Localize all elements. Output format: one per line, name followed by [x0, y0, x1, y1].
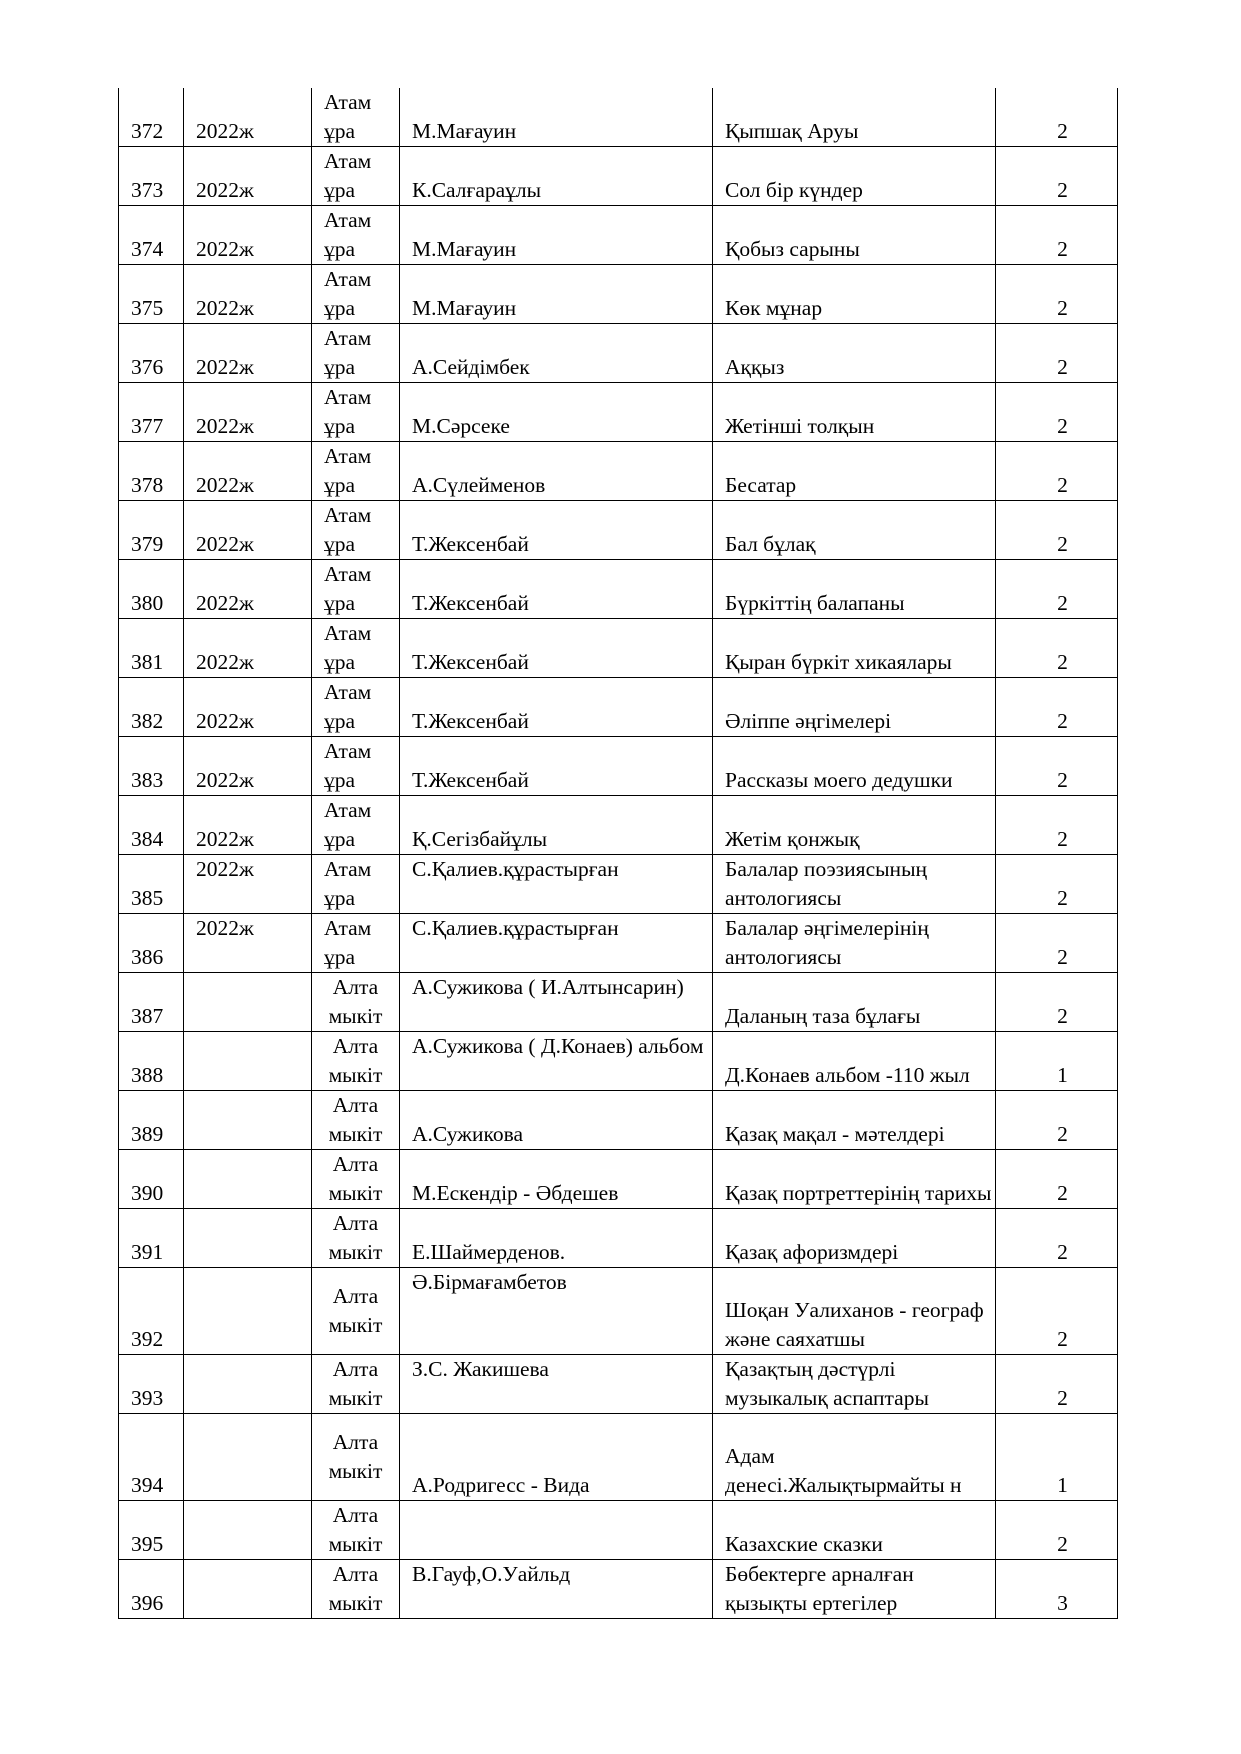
- book-inventory-table: [118, 88, 1118, 1619]
- author-cell: Қ.Сегізбайұлы: [400, 796, 713, 855]
- table-row: [119, 619, 1118, 678]
- table-row: [119, 855, 1118, 914]
- year-cell: 2022ж: [184, 560, 312, 619]
- publisher-cell: Атам ұра: [312, 619, 400, 678]
- year-cell: 2022ж: [184, 678, 312, 737]
- publisher-cell: Атам ұра: [312, 383, 400, 442]
- author-cell: К.Салғараұлы: [400, 147, 713, 206]
- quantity-cell: 2: [996, 1268, 1118, 1355]
- year-cell: 2022ж: [184, 501, 312, 560]
- title-cell: Сол бір күндер: [713, 147, 996, 206]
- table-row: [119, 324, 1118, 383]
- title-cell: Адам денесі.Жалықтырмайты н: [713, 1414, 996, 1501]
- row-number: 374: [119, 206, 184, 265]
- year-cell: 2022ж: [184, 88, 312, 147]
- table-row: [119, 1091, 1118, 1150]
- author-cell: А.Сужикова ( Д.Конаев) альбом: [400, 1032, 713, 1091]
- title-cell: Д.Конаев альбом -110 жыл: [713, 1032, 996, 1091]
- quantity-cell: 2: [996, 383, 1118, 442]
- author-cell: Ә.Бірмағамбетов: [400, 1268, 713, 1355]
- quantity-cell: 2: [996, 678, 1118, 737]
- row-number: 385: [119, 855, 184, 914]
- title-cell: Аққыз: [713, 324, 996, 383]
- row-number: 384: [119, 796, 184, 855]
- title-cell: Бесатар: [713, 442, 996, 501]
- year-cell: 2022ж: [184, 914, 312, 973]
- table-row: [119, 383, 1118, 442]
- publisher-cell: Алта мыкіт: [312, 973, 400, 1032]
- title-cell: Рассказы моего дедушки: [713, 737, 996, 796]
- table-row: [119, 1355, 1118, 1414]
- year-cell: [184, 1355, 312, 1414]
- quantity-cell: 3: [996, 1560, 1118, 1619]
- publisher-cell: Атам ұра: [312, 796, 400, 855]
- table-row: [119, 147, 1118, 206]
- quantity-cell: 1: [996, 1414, 1118, 1501]
- table-row: [119, 737, 1118, 796]
- year-cell: [184, 1032, 312, 1091]
- year-cell: 2022ж: [184, 855, 312, 914]
- author-cell: А.Сейдімбек: [400, 324, 713, 383]
- quantity-cell: 2: [996, 1150, 1118, 1209]
- table-body: [119, 88, 1118, 1619]
- table-row: [119, 265, 1118, 324]
- year-cell: 2022ж: [184, 206, 312, 265]
- author-cell: Т.Жексенбай: [400, 678, 713, 737]
- row-number: 391: [119, 1209, 184, 1268]
- author-cell: А.Сужикова: [400, 1091, 713, 1150]
- table-row: [119, 914, 1118, 973]
- author-cell: С.Қалиев.құрастырған: [400, 855, 713, 914]
- year-cell: 2022ж: [184, 324, 312, 383]
- table-row: [119, 1560, 1118, 1619]
- table-row: [119, 1414, 1118, 1501]
- row-number: 377: [119, 383, 184, 442]
- table-row: [119, 206, 1118, 265]
- author-cell: М.Мағауин: [400, 88, 713, 147]
- publisher-cell: Алта мыкіт: [312, 1091, 400, 1150]
- quantity-cell: 2: [996, 1355, 1118, 1414]
- publisher-cell: Атам ұра: [312, 442, 400, 501]
- quantity-cell: 2: [996, 1501, 1118, 1560]
- row-number: 382: [119, 678, 184, 737]
- title-cell: Жетінші толқын: [713, 383, 996, 442]
- row-number: 380: [119, 560, 184, 619]
- publisher-cell: Алта мыкіт: [312, 1209, 400, 1268]
- title-cell: Қобыз сарыны: [713, 206, 996, 265]
- year-cell: 2022ж: [184, 796, 312, 855]
- title-cell: Бүркіттің балапаны: [713, 560, 996, 619]
- author-cell: А.Сужикова ( И.Алтынсарин): [400, 973, 713, 1032]
- publisher-cell: Атам ұра: [312, 88, 400, 147]
- table-row: [119, 1032, 1118, 1091]
- title-cell: Қазақ портреттерінің тарихы: [713, 1150, 996, 1209]
- title-cell: Әліппе әңгімелері: [713, 678, 996, 737]
- author-cell: М.Сәрсеке: [400, 383, 713, 442]
- publisher-cell: Алта мыкіт: [312, 1414, 400, 1501]
- year-cell: [184, 1414, 312, 1501]
- year-cell: 2022ж: [184, 737, 312, 796]
- row-number: 373: [119, 147, 184, 206]
- table-row: [119, 1209, 1118, 1268]
- table-row: [119, 88, 1118, 147]
- year-cell: 2022ж: [184, 147, 312, 206]
- title-cell: Көк мұнар: [713, 265, 996, 324]
- title-cell: Балалар поэзиясының антологиясы: [713, 855, 996, 914]
- title-cell: Даланың таза бұлағы: [713, 973, 996, 1032]
- publisher-cell: Атам ұра: [312, 855, 400, 914]
- quantity-cell: 2: [996, 324, 1118, 383]
- title-cell: Казахские сказки: [713, 1501, 996, 1560]
- row-number: 379: [119, 501, 184, 560]
- publisher-cell: Атам ұра: [312, 560, 400, 619]
- row-number: 393: [119, 1355, 184, 1414]
- year-cell: [184, 1091, 312, 1150]
- author-cell: З.С. Жакишева: [400, 1355, 713, 1414]
- author-cell: М.Мағауин: [400, 265, 713, 324]
- quantity-cell: 2: [996, 88, 1118, 147]
- publisher-cell: Атам ұра: [312, 324, 400, 383]
- table-row: [119, 1150, 1118, 1209]
- row-number: 381: [119, 619, 184, 678]
- title-cell: Қазақтың дәстүрлі музыкалық аспаптары: [713, 1355, 996, 1414]
- author-cell: Т.Жексенбай: [400, 560, 713, 619]
- publisher-cell: Алта мыкіт: [312, 1032, 400, 1091]
- author-cell: М.Мағауин: [400, 206, 713, 265]
- table-row: [119, 1268, 1118, 1355]
- year-cell: [184, 1209, 312, 1268]
- publisher-cell: Алта мыкіт: [312, 1560, 400, 1619]
- table-row: [119, 501, 1118, 560]
- quantity-cell: 2: [996, 1091, 1118, 1150]
- row-number: 383: [119, 737, 184, 796]
- author-cell: Т.Жексенбай: [400, 619, 713, 678]
- year-cell: 2022ж: [184, 383, 312, 442]
- title-cell: Бөбектерге арналған қызықты ертегілер: [713, 1560, 996, 1619]
- row-number: 386: [119, 914, 184, 973]
- year-cell: [184, 1501, 312, 1560]
- publisher-cell: Атам ұра: [312, 914, 400, 973]
- year-cell: [184, 973, 312, 1032]
- author-cell: А.Родригесс - Вида: [400, 1414, 713, 1501]
- title-cell: Жетім қонжық: [713, 796, 996, 855]
- quantity-cell: 2: [996, 914, 1118, 973]
- row-number: 389: [119, 1091, 184, 1150]
- author-cell: [400, 1501, 713, 1560]
- publisher-cell: Атам ұра: [312, 265, 400, 324]
- quantity-cell: 1: [996, 1032, 1118, 1091]
- row-number: 388: [119, 1032, 184, 1091]
- quantity-cell: 2: [996, 560, 1118, 619]
- quantity-cell: 2: [996, 796, 1118, 855]
- author-cell: В.Гауф,О.Уайльд: [400, 1560, 713, 1619]
- publisher-cell: Алта мыкіт: [312, 1268, 400, 1355]
- title-cell: Бал бұлақ: [713, 501, 996, 560]
- row-number: 394: [119, 1414, 184, 1501]
- table-row: [119, 442, 1118, 501]
- quantity-cell: 2: [996, 973, 1118, 1032]
- quantity-cell: 2: [996, 265, 1118, 324]
- author-cell: Т.Жексенбай: [400, 501, 713, 560]
- year-cell: 2022ж: [184, 265, 312, 324]
- publisher-cell: Атам ұра: [312, 501, 400, 560]
- quantity-cell: 2: [996, 737, 1118, 796]
- author-cell: Т.Жексенбай: [400, 737, 713, 796]
- quantity-cell: 2: [996, 501, 1118, 560]
- year-cell: [184, 1560, 312, 1619]
- row-number: 395: [119, 1501, 184, 1560]
- year-cell: 2022ж: [184, 619, 312, 678]
- quantity-cell: 2: [996, 619, 1118, 678]
- table-row: [119, 560, 1118, 619]
- title-cell: Қыпшақ Аруы: [713, 88, 996, 147]
- author-cell: А.Сүлейменов: [400, 442, 713, 501]
- table-row: [119, 678, 1118, 737]
- year-cell: [184, 1268, 312, 1355]
- year-cell: [184, 1150, 312, 1209]
- title-cell: Қыран бүркіт хикаялары: [713, 619, 996, 678]
- publisher-cell: Атам ұра: [312, 147, 400, 206]
- title-cell: Шоқан Уалиханов - географ және саяхатшы: [713, 1268, 996, 1355]
- publisher-cell: Атам ұра: [312, 737, 400, 796]
- table-row: [119, 796, 1118, 855]
- quantity-cell: 2: [996, 442, 1118, 501]
- author-cell: Е.Шаймерденов.: [400, 1209, 713, 1268]
- title-cell: Балалар әңгімелерінің антологиясы: [713, 914, 996, 973]
- row-number: 378: [119, 442, 184, 501]
- year-cell: 2022ж: [184, 442, 312, 501]
- row-number: 375: [119, 265, 184, 324]
- title-cell: Қазақ мақал - мәтелдері: [713, 1091, 996, 1150]
- table-row: [119, 973, 1118, 1032]
- publisher-cell: Алта мыкіт: [312, 1355, 400, 1414]
- publisher-cell: Атам ұра: [312, 678, 400, 737]
- row-number: 390: [119, 1150, 184, 1209]
- quantity-cell: 2: [996, 855, 1118, 914]
- publisher-cell: Алта мыкіт: [312, 1150, 400, 1209]
- row-number: 387: [119, 973, 184, 1032]
- table-row: [119, 1501, 1118, 1560]
- author-cell: М.Ескендір - Әбдешев: [400, 1150, 713, 1209]
- row-number: 372: [119, 88, 184, 147]
- publisher-cell: Атам ұра: [312, 206, 400, 265]
- publisher-cell: Алта мыкіт: [312, 1501, 400, 1560]
- quantity-cell: 2: [996, 1209, 1118, 1268]
- author-cell: С.Қалиев.құрастырған: [400, 914, 713, 973]
- row-number: 392: [119, 1268, 184, 1355]
- quantity-cell: 2: [996, 147, 1118, 206]
- title-cell: Қазақ афоризмдері: [713, 1209, 996, 1268]
- row-number: 376: [119, 324, 184, 383]
- row-number: 396: [119, 1560, 184, 1619]
- quantity-cell: 2: [996, 206, 1118, 265]
